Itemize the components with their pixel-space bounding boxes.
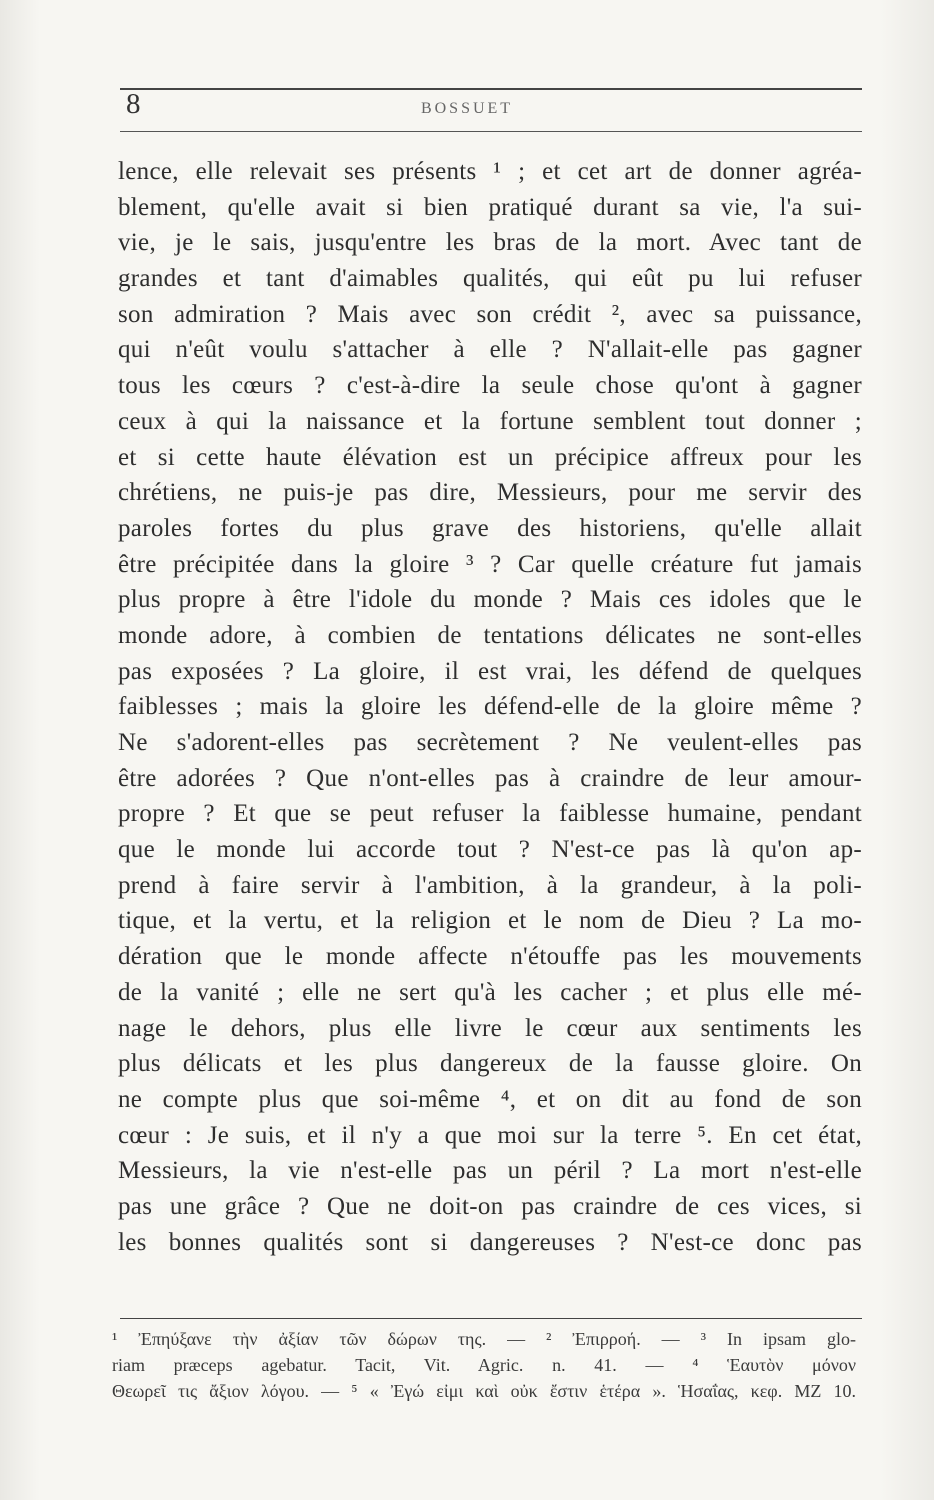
running-head: BOSSUET — [420, 100, 514, 117]
body-line: lence, elle relevait ses présents ¹ ; et cet art de donner agréa- — [118, 158, 862, 185]
footnotes — [112, 1326, 856, 1404]
body-line: chrétiens, ne puis-je pas dire, Messieurs, pour me servir des — [118, 479, 862, 507]
body-line: monde adore, à combien de tentations délicates ne sont-elles — [118, 621, 862, 649]
body-line: tique, et la vertu, et la religion et le nom de Dieu ? La mo- — [118, 907, 862, 935]
body-line: plus délicats et les plus dangereux de la fausse gloire. On — [118, 1050, 862, 1078]
body-line: tous les cœurs ? c'est-à-dire la seule chose qu'ont à gagner — [118, 372, 862, 400]
footnote-rule — [120, 1318, 862, 1319]
body-line: propre ? Et que se peut refuser la faiblesse humaine, pendant — [118, 800, 862, 828]
body-line: dération que le monde affecte n'étouffe pas les mouvements — [118, 943, 862, 971]
footnote-line: riam præceps agebatur. Tacit, Vit. Agric. n. 41. — ⁴ Ἑαυτὸν μόνον — [112, 1355, 856, 1375]
body-line: ne compte plus que soi-même ⁴, et on dit au fond de son — [118, 1085, 862, 1113]
body-line: blement, qu'elle avait si bien pratiqué durant sa vie, l'a sui- — [118, 193, 862, 221]
footnote-line: ¹ Ἐπηύξανε τὴν ἀξίαν τῶν δώρων της. — ² Ἐπιρροή. — ³ In ipsam glo- — [112, 1329, 856, 1349]
body-text — [118, 154, 862, 1260]
body-line: qui n'eût voulu s'attacher à elle ? N'allait-elle pas gagner — [118, 336, 862, 364]
body-line: pas exposées ? La gloire, il est vrai, les défend de quelques — [118, 657, 862, 685]
body-line: ceux à qui la naissance et la fortune semblent tout donner ; — [118, 407, 862, 435]
page-number: 8 — [126, 88, 142, 120]
body-line: pas une grâce ? Que ne doit-on pas craindre de ces vices, si — [118, 1192, 862, 1220]
body-line: de la vanité ; elle ne sert qu'à les cacher ; et plus elle mé- — [118, 978, 862, 1006]
body-line: que le monde lui accorde tout ? N'est-ce pas là qu'on ap- — [118, 836, 862, 864]
body-line: Messieurs, la vie n'est-elle pas un péril ? La mort n'est-elle — [118, 1157, 862, 1185]
body-line: plus propre à être l'idole du monde ? Mais ces idoles que le — [118, 586, 862, 614]
footnote-line: Θεωρεῖ τις ἄξιον λόγου. — ⁵ « Ἐγώ εἰμι καὶ οὐκ ἔστιν ἑτέρα ». Ἡσαΐας, κεφ. ΜΖ 10. — [112, 1381, 856, 1401]
body-line: Ne s'adorent-elles pas secrètement ? Ne veulent-elles pas — [118, 729, 862, 756]
body-line: être précipitée dans la gloire ³ ? Car quelle créature fut jamais — [118, 550, 862, 578]
body-line: grandes et tant d'aimables qualités, qui eût pu lui refuser — [118, 265, 862, 293]
body-line: prend à faire servir à l'ambition, à la grandeur, à la poli- — [118, 871, 862, 899]
body-line: nage le dehors, plus elle livre le cœur aux sentiments les — [118, 1014, 862, 1042]
body-line: vie, je le sais, jusqu'entre les bras de la mort. Avec tant de — [118, 229, 862, 257]
body-line: cœur : Je suis, et il n'y a que moi sur la terre ⁵. En cet état, — [118, 1121, 862, 1149]
header-underline — [120, 131, 862, 132]
body-line: son admiration ? Mais avec son crédit ², avec sa puissance, — [118, 300, 862, 328]
body-line: faiblesses ; mais la gloire les défend-elle de la gloire même ? — [118, 693, 862, 721]
body-line: être adorées ? Que n'ont-elles pas à craindre de leur amour- — [118, 764, 862, 792]
body-line: paroles fortes du plus grave des historiens, qu'elle allait — [118, 514, 862, 542]
body-line: et si cette haute élévation est un précipice affreux pour les — [118, 443, 862, 471]
body-line: les bonnes qualités sont si dangereuses ? N'est-ce donc pas — [118, 1228, 862, 1256]
header-rule — [120, 88, 862, 90]
